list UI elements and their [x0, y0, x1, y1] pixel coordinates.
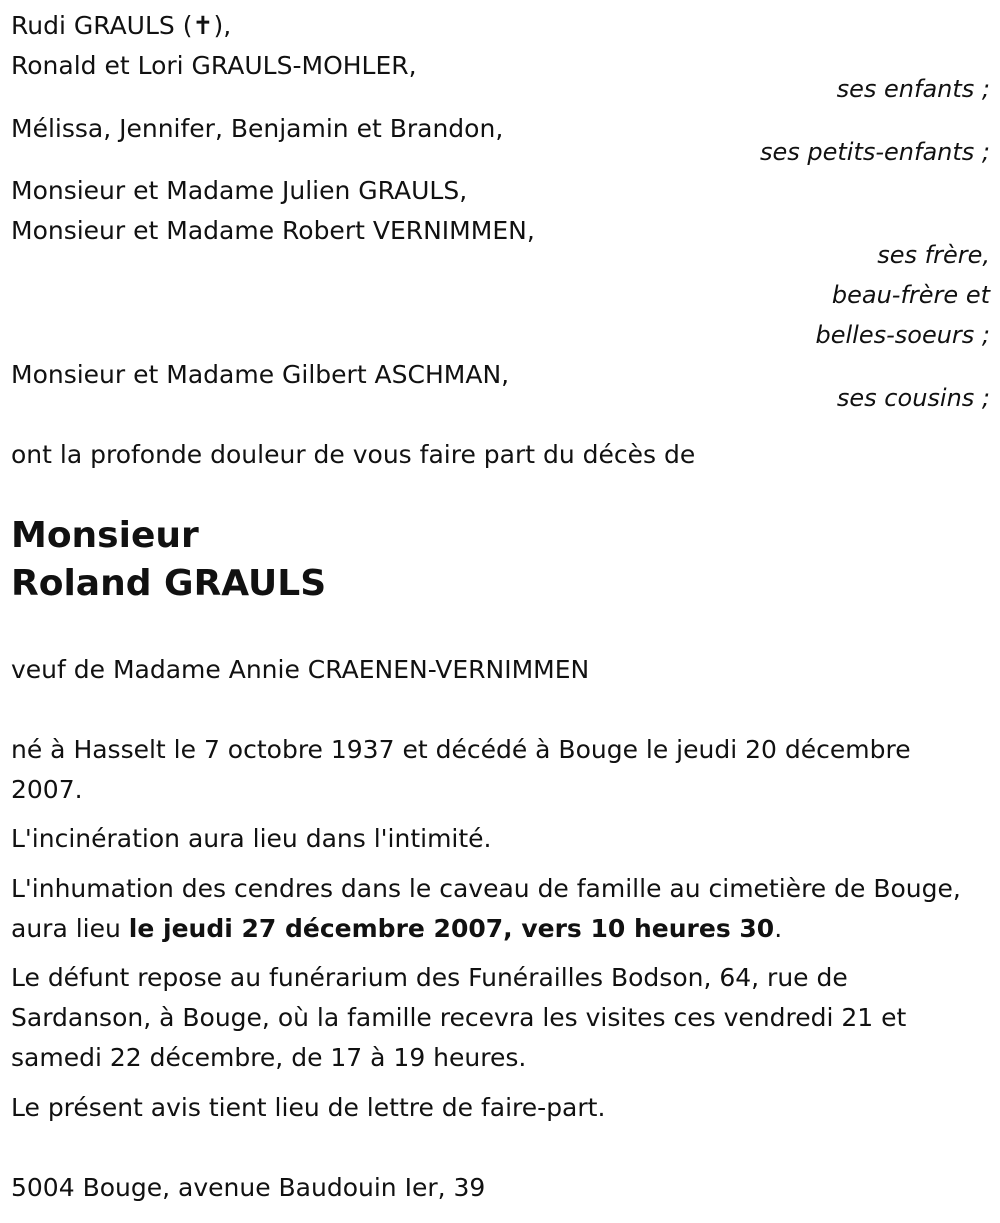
family-name-line	[11, 6, 231, 46]
relation-label: belles-soeurs ;	[815, 321, 990, 349]
deceased-name: Roland GRAULS	[11, 563, 327, 604]
visitation-text: Le défunt repose au funérarium des Funérailles Bodson, 64, rue de Sardanson, à Bouge, où la famille recevra les visites ces vendredi 21 et samedi 22 décembre, de 17 à 19 heures.	[11, 963, 907, 1072]
family-name-text-suffix: ),	[213, 11, 232, 40]
family-name-line: Ronald et Lori GRAULS-MOHLER,	[11, 51, 417, 80]
relation-label: beau-frère et	[831, 281, 990, 309]
cremation-text: L'incinération aura lieu dans l'intimité.	[11, 824, 492, 853]
family-name-line: Monsieur et Madame Julien GRAULS,	[11, 176, 468, 205]
burial-text-start: L'inhumation des cendres dans le caveau de famille au cimetière de Bouge, aura lieu	[11, 874, 961, 943]
relation-label: ses enfants ;	[836, 75, 990, 103]
cross-icon: ✝	[192, 11, 214, 40]
family-name-line: Monsieur et Madame Gilbert ASCHMAN,	[11, 360, 510, 389]
family-name-text: Rudi GRAULS (	[11, 11, 193, 40]
family-name-line: Monsieur et Madame Robert VERNIMMEN,	[11, 216, 535, 245]
relation-label: ses petits-enfants ;	[759, 138, 990, 166]
burial-text	[11, 869, 981, 949]
family-address: 5004 Bouge, avenue Baudouin Ier, 39	[11, 1173, 486, 1202]
birth-death-text: né à Hasselt le 7 octobre 1937 et décédé à Bouge le jeudi 20 décembre 2007.	[11, 735, 911, 804]
widower-text: veuf de Madame Annie CRAENEN-VERNIMMEN	[11, 655, 590, 684]
deceased-title: Monsieur	[11, 515, 199, 556]
family-name-line: Mélissa, Jennifer, Benjamin et Brandon,	[11, 114, 504, 143]
relation-label: ses cousins ;	[836, 384, 990, 412]
burial-text-end: .	[774, 914, 783, 943]
burial-date: le jeudi 27 décembre 2007, vers 10 heures 30	[128, 914, 775, 943]
relation-label: ses frère,	[877, 241, 990, 269]
notice-text: Le présent avis tient lieu de lettre de faire-part.	[11, 1093, 606, 1122]
announcement-text: ont la profonde douleur de vous faire part du décès de	[11, 440, 696, 469]
